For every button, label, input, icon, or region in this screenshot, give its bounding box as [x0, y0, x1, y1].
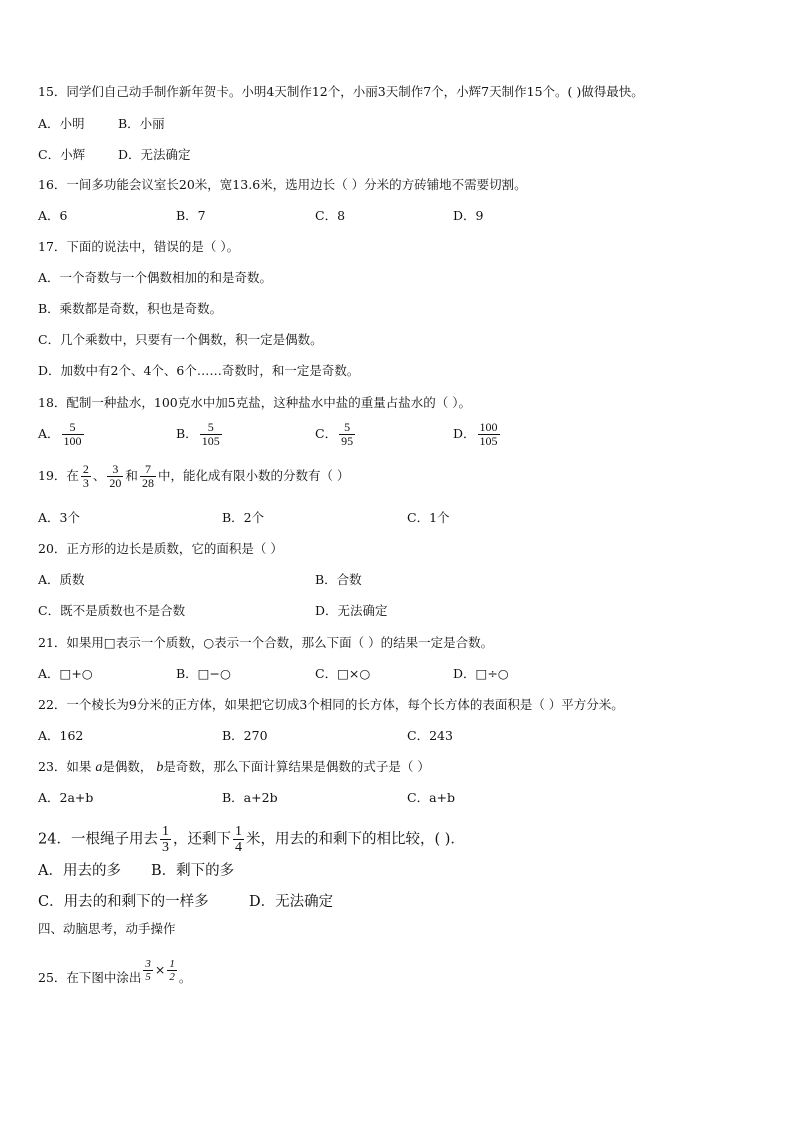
q22-option-a[interactable]: A．162: [38, 728, 84, 743]
q24-prefix: 24．一根绳子用去: [38, 831, 158, 848]
option-label: B．: [176, 426, 198, 441]
q19-option-b[interactable]: B．2个: [222, 510, 265, 525]
q15-option-c[interactable]: C．小辉: [38, 147, 86, 162]
q17-option-c[interactable]: C．几个乘数中，只要有一个偶数，积一定是偶数。: [38, 332, 323, 347]
q15-option-a[interactable]: A．小明: [38, 116, 85, 131]
q23-prefix: 23．如果: [38, 759, 96, 774]
q19-option-a[interactable]: A．3个: [38, 510, 80, 525]
q20-option-c[interactable]: C．既不是质数也不是合数: [38, 603, 186, 618]
question-25: [38, 958, 192, 991]
q23-option-a[interactable]: A．2a+b: [38, 790, 94, 805]
variable-b: b: [156, 760, 164, 775]
q20-option-d[interactable]: D．无法确定: [315, 603, 388, 618]
question-15: 15．同学们自己动手制作新年贺卡。小明4天制作12个，小丽3天制作7个，小辉7天制作15个。( )做得最快。: [38, 84, 644, 99]
q18-option-c[interactable]: [315, 421, 357, 448]
q23-option-b[interactable]: B．a+2b: [222, 790, 278, 805]
fraction: $\frac{3}{5}$: [145, 958, 151, 983]
times-sign: ×: [154, 962, 166, 977]
q15-option-b[interactable]: B．小丽: [118, 116, 165, 131]
q24-option-a[interactable]: A．用去的多: [38, 863, 121, 879]
question-17: 17．下面的说法中，错误的是（ ）。: [38, 239, 240, 254]
fraction: $\frac{5}{100}$: [63, 420, 82, 448]
q16-option-c[interactable]: C．8: [315, 208, 346, 223]
q23-suffix: 是奇数，那么下面计算结果是偶数的式子是（ ）: [163, 759, 430, 774]
q21-option-c[interactable]: C．□×○: [315, 666, 371, 681]
q18-option-a[interactable]: [38, 421, 86, 448]
question-21: 21．如果用□表示一个质数，○表示一个合数，那么下面（ ）的结果一定是合数。: [38, 635, 494, 650]
fraction: $\frac{3}{20}$: [109, 462, 122, 490]
q17-option-b[interactable]: B．乘数都是奇数，积也是奇数。: [38, 301, 223, 316]
q25-suffix: 。: [178, 970, 192, 985]
question-18: 18．配制一种盐水，100克水中加5克盐，这种盐水中盐的重量占盐水的（ ）。: [38, 395, 471, 410]
q16-option-d[interactable]: D．9: [453, 208, 484, 223]
option-label: C．: [315, 426, 338, 441]
option-label: A．: [38, 426, 60, 441]
q24-option-d[interactable]: D．无法确定: [249, 894, 334, 910]
q20-option-a[interactable]: A．质数: [38, 572, 85, 587]
question-24: [38, 824, 465, 855]
q19-sep: 和: [125, 468, 138, 483]
section-title: 四、动脑思考，动手操作: [38, 921, 176, 936]
q23-option-c[interactable]: C．a+b: [407, 790, 455, 805]
q21-option-b[interactable]: B．□−○: [176, 666, 231, 681]
q24-option-c[interactable]: C．用去的和剩下的一样多: [38, 894, 209, 910]
q16-option-a[interactable]: A．6: [38, 208, 68, 223]
q25-prefix: 25．在下图中涂出: [38, 970, 142, 985]
q21-option-d[interactable]: D．□÷○: [453, 666, 509, 681]
question-16: 16．一间多功能会议室长20米，宽13.6米，选用边长（ ）分米的方砖铺地不需要切割。: [38, 177, 527, 192]
fraction: $\frac{1}{3}$: [161, 824, 169, 855]
fraction: $\frac{2}{3}$: [82, 462, 89, 490]
q21-option-a[interactable]: A．□+○: [38, 666, 93, 681]
q17-option-d[interactable]: D．加数中有2个、4个、6个……奇数时，和一定是奇数。: [38, 363, 360, 378]
q19-option-c[interactable]: C．1个: [407, 510, 450, 525]
q19-prefix: 19．在: [38, 468, 79, 483]
fraction: $\frac{5}{105}$: [201, 420, 220, 448]
question-22: 22．一个棱长为9分米的正方体，如果把它切成3个相同的长方体，每个长方体的表面积是（ ）平方分米。: [38, 697, 624, 712]
question-23: [38, 759, 430, 776]
variable-a: a: [95, 760, 103, 775]
q24-mid: ，还剩下: [172, 831, 231, 848]
question-20: 20．正方形的边长是质数，它的面积是（ ）: [38, 541, 283, 556]
q19-sep: 、: [92, 468, 106, 483]
fraction: $\frac{100}{105}$: [479, 420, 498, 448]
fraction: $\frac{1}{4}$: [234, 824, 242, 855]
q16-option-b[interactable]: B．7: [176, 208, 206, 223]
fraction: $\frac{5}{95}$: [341, 420, 354, 448]
q15-option-d[interactable]: D．无法确定: [118, 147, 191, 162]
question-19: [38, 463, 349, 490]
fraction: $\frac{1}{2}$: [169, 958, 175, 983]
q22-option-c[interactable]: C．243: [407, 728, 453, 743]
q17-option-a[interactable]: A．一个奇数与一个偶数相加的和是奇数。: [38, 270, 273, 285]
q23-mid: 是偶数，: [102, 759, 157, 774]
q20-option-b[interactable]: B．合数: [315, 572, 362, 587]
q18-option-b[interactable]: [176, 421, 224, 448]
q19-suffix: 中，能化成有限小数的分数有（ ）: [157, 468, 350, 483]
fraction: $\frac{7}{28}$: [141, 462, 154, 490]
q24-suffix: 米，用去的和剩下的相比较，( )．: [245, 831, 465, 848]
q24-option-b[interactable]: B．剩下的多: [151, 863, 235, 879]
option-label: D．: [453, 426, 476, 441]
q22-option-b[interactable]: B．270: [222, 728, 268, 743]
q18-option-d[interactable]: [453, 421, 502, 448]
